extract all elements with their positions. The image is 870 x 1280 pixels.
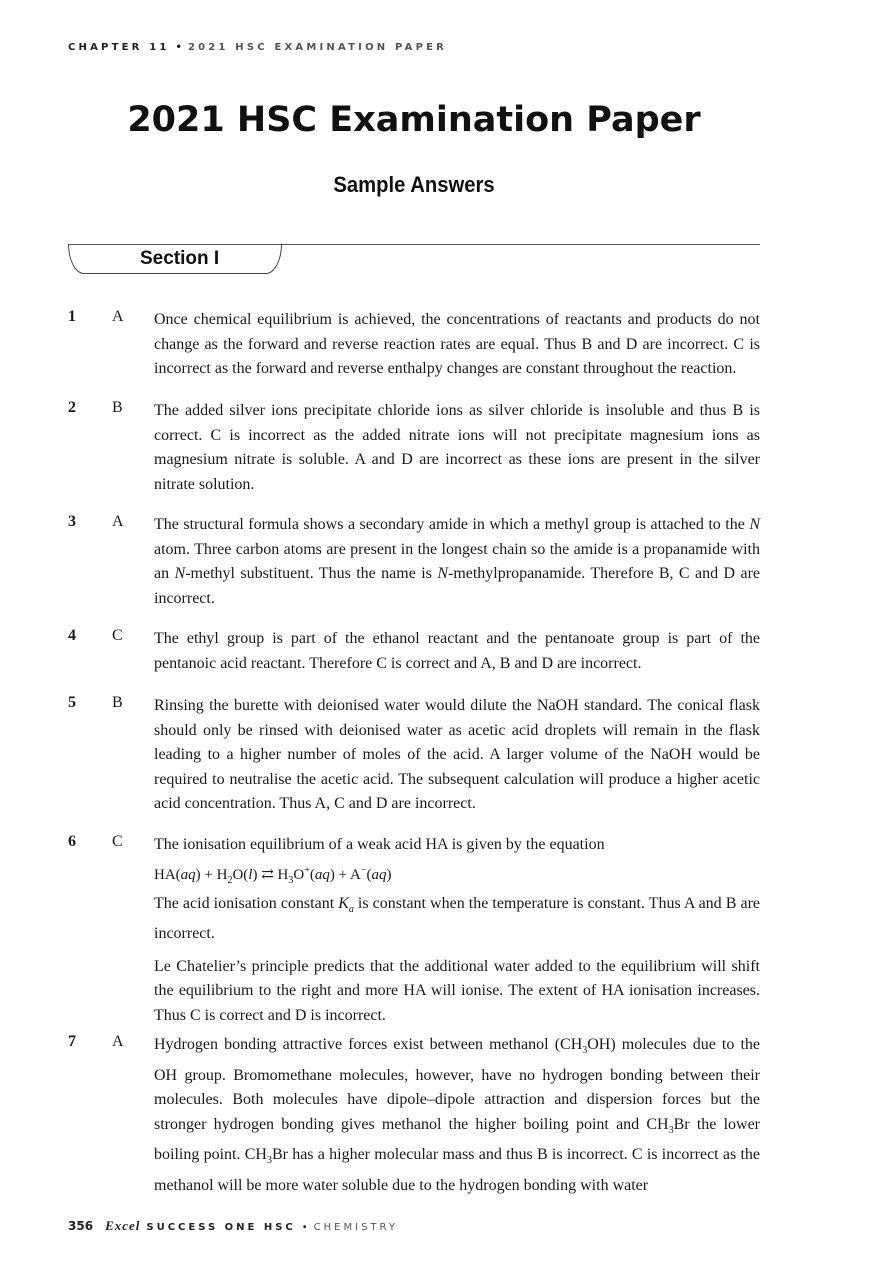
answer-explanation: The ethyl group is part of the ethanol reactant and the pentanoate group is part of the pentanoic acid reactant. Therefore C is correct and A, B and D are incorrect.: [154, 630, 760, 672]
chemical-equation: $HA(aq) + H_2O(l)$ ⇄ $H_3O^+(aq) + A^-(aq)$: [154, 864, 392, 886]
explanation-intro: The ionisation equilibrium of a weak acid HA is given by the equation: [154, 836, 605, 853]
answer-letter: B: [112, 399, 123, 416]
page-title: 2021 HSC Examination Paper: [127, 100, 701, 140]
answer-explanation: Once chemical equilibrium is achieved, the concentrations of reactants and products do not change as the forward and reverse reaction rates are equal. Thus B and D are incorrect. C is incorrect as the forward and reverse enthalpy changes are constant throughout the reaction.: [154, 311, 760, 377]
header-separator: •: [175, 42, 182, 53]
answer-letter: A: [112, 1033, 124, 1050]
question-number: 3: [68, 513, 76, 530]
page-subtitle: Sample Answers: [333, 172, 495, 197]
paper-label: 2021 HSC EXAMINATION PAPER: [187, 42, 448, 53]
answer-explanation: Rinsing the burette with deionised water would dilute the NaOH standard. The conical flask should only be rinsed with deionised water as acetic acid droplets will remain in the flask leading to a higher number of moles of the acid. A larger volume of the NaOH would be required to neutralise the acetic acid. The subsequent calculation will produce a higher acetic acid concentration. Thus A, C and D are incorrect.: [154, 697, 760, 812]
subject-name: CHEMISTRY: [313, 1222, 398, 1233]
answer-explanation: The ionisation equilibrium of a weak acid HA is given by the equation $HA(aq) + H_2O(l)$ ⇄ $H_3O^+(aq) + A^-(aq)$ The acid ionisation constant $K_a$ is constant when the temperature is constant. Thus A and B are incorrect. Le Chatelier’s principle predicts that the additional water added to the equilibrium will shift the equilibrium to the right and more HA will ionise. The extent of HA ionisation increases. Thus C is correct and D is incorrect.: [154, 833, 760, 1028]
page-footer: [68, 1218, 398, 1234]
answer-letter: A: [112, 513, 124, 530]
question-number: 4: [68, 627, 76, 644]
answer-letter: C: [112, 627, 123, 644]
question-number: 5: [68, 694, 76, 711]
question-number: 6: [68, 833, 76, 850]
answer-explanation: The added silver ions precipitate chloride ions as silver chloride is insoluble and thus B is correct. C is incorrect as the added nitrate ions will not precipitate magnesium ions as magnesium nitrate is soluble. A and D are incorrect as these ions are present in the silver nitrate solution.: [154, 402, 760, 493]
answer-explanation: Hydrogen bonding attractive forces exist between methanol $(CH_3OH)$ molecules due to the OH group. Bromomethane molecules, however, have no hydrogen bonding between their molecules. Both molecules have dipole–dipole attraction and dispersion forces but the stronger hydrogen bonding gives methanol the higher boiling point and $CH_3Br$ the lower boiling point. $CH_3Br$ has a higher molecular mass and thus B is incorrect. C is incorrect as the methanol will be more water soluble due to the hydrogen bonding with water: [154, 1036, 761, 1195]
series-name: SUCCESS ONE HSC: [146, 1222, 296, 1233]
section-label: Section I: [140, 248, 220, 269]
answer-letter: B: [112, 694, 123, 711]
running-header: [68, 42, 447, 53]
question-number: 7: [68, 1033, 76, 1050]
question-number: 2: [68, 399, 76, 416]
answer-letter: C: [112, 833, 123, 850]
brand-name: Excel: [105, 1218, 141, 1233]
answer-letter: A: [112, 308, 124, 325]
footer-separator: •: [301, 1222, 308, 1233]
question-number: 1: [68, 308, 76, 325]
answer-explanation: The structural formula shows a secondary amide in which a methyl group is attached to the N atom. Three carbon atoms are present in the longest chain so the amide is a propanamide with an N-methyl substituent. Thus the name is N-methylpropanamide. Therefore B, C and D are incorrect.: [154, 516, 761, 607]
page-number: 356: [68, 1219, 94, 1233]
chapter-label: CHAPTER 11: [68, 42, 170, 53]
